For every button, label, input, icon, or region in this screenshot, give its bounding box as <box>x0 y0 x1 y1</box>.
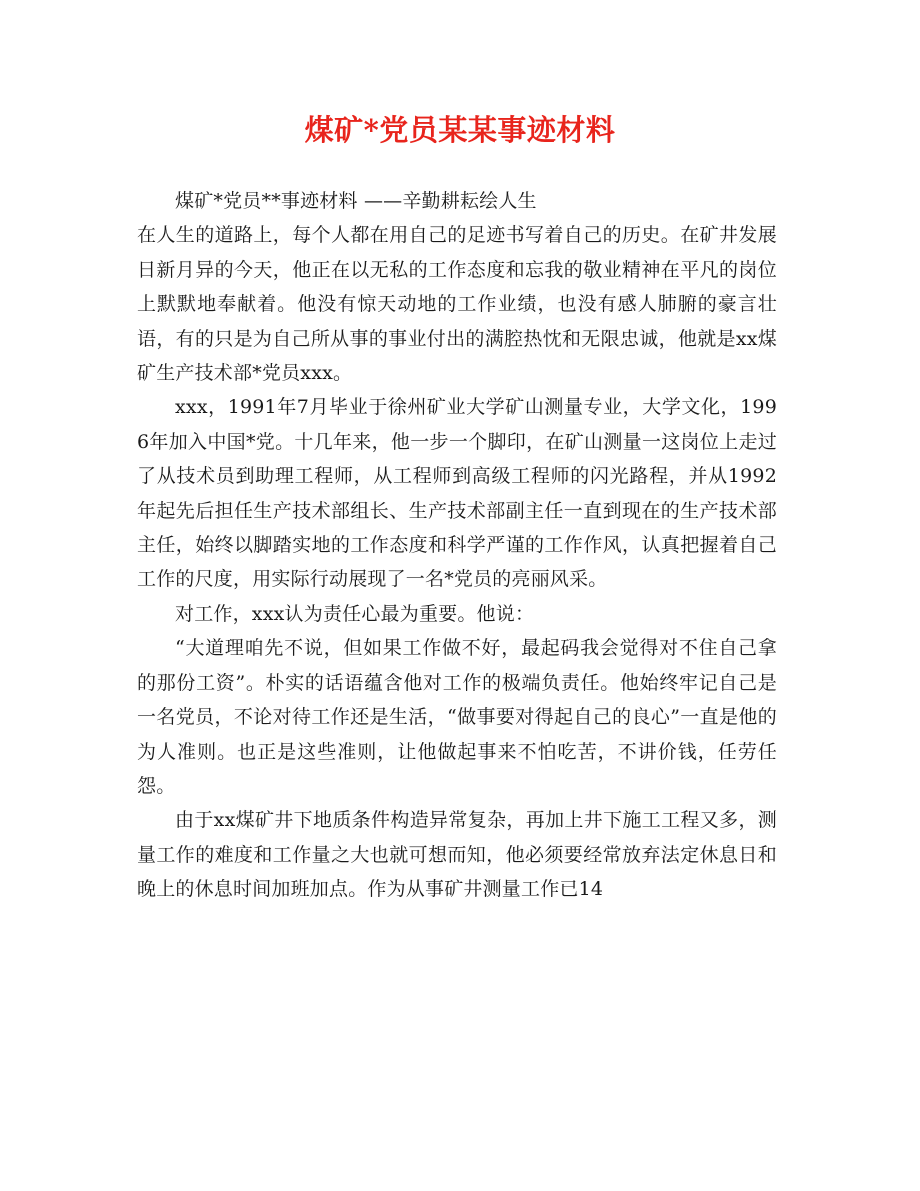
document-body <box>137 184 777 907</box>
paragraph-biography: xxx，1991年7月毕业于徐州矿业大学矿山测量专业，大学文化，1996年加入中国*党。十几年来，他一步一个脚印，在矿山测量一这岗位上走过了从技术员到助理工程师，从工程师到高级工程师的闪光路程，并从1992年起先后担任生产技术部组长、生产技术部副主任一直到现在的生产技术部主任，始终以脚踏实地的工作态度和科学严谨的工作作风，认真把握着自己工作的尺度，用实际行动展现了一名*党员的亮丽风采。 <box>137 396 777 591</box>
paragraph-conditions: 由于xx煤矿井下地质条件构造异常复杂，再加上井下施工工程又多，测量工作的难度和工作量之大也就可想而知，他必须要经常放弃法定休息日和晚上的休息时间加班加点。作为从事矿井测量工作已14 <box>137 809 777 901</box>
document-title: 煤矿*党员某某事迹材料 <box>304 113 616 147</box>
paragraph-intro: 在人生的道路上，每个人都在用自己的足迹书写着自己的历史。在矿井发展日新月异的今天，他正在以无私的工作态度和忘我的敬业精神在平凡的岗位上默默地奉献着。他没有惊天动地的工作业绩，也没有感人肺腑的豪言壮语，有的只是为自己所从事的事业付出的满腔热忱和无限忠诚，他就是xx煤矿生产技术部*党员xxx。 <box>137 224 777 385</box>
paragraph-quote: “大道理咱先不说，但如果工作做不好，最起码我会觉得对不住自己拿的那份工资”。朴实的话语蕴含他对工作的极端负责任。他始终牢记自己是一名党员，不论对待工作还是生活，“做事要对得起自己的良心”一直是他的为人准则。也正是这些准则，让他做起事来不怕吃苦，不讲价钱，任劳任怨。 <box>137 637 777 797</box>
paragraph-responsibility: 对工作，xxx认为责任心最为重要。他说： <box>175 602 535 625</box>
document-subtitle: 煤矿*党员**事迹材料 ——辛勤耕耘绘人生 <box>175 190 537 212</box>
